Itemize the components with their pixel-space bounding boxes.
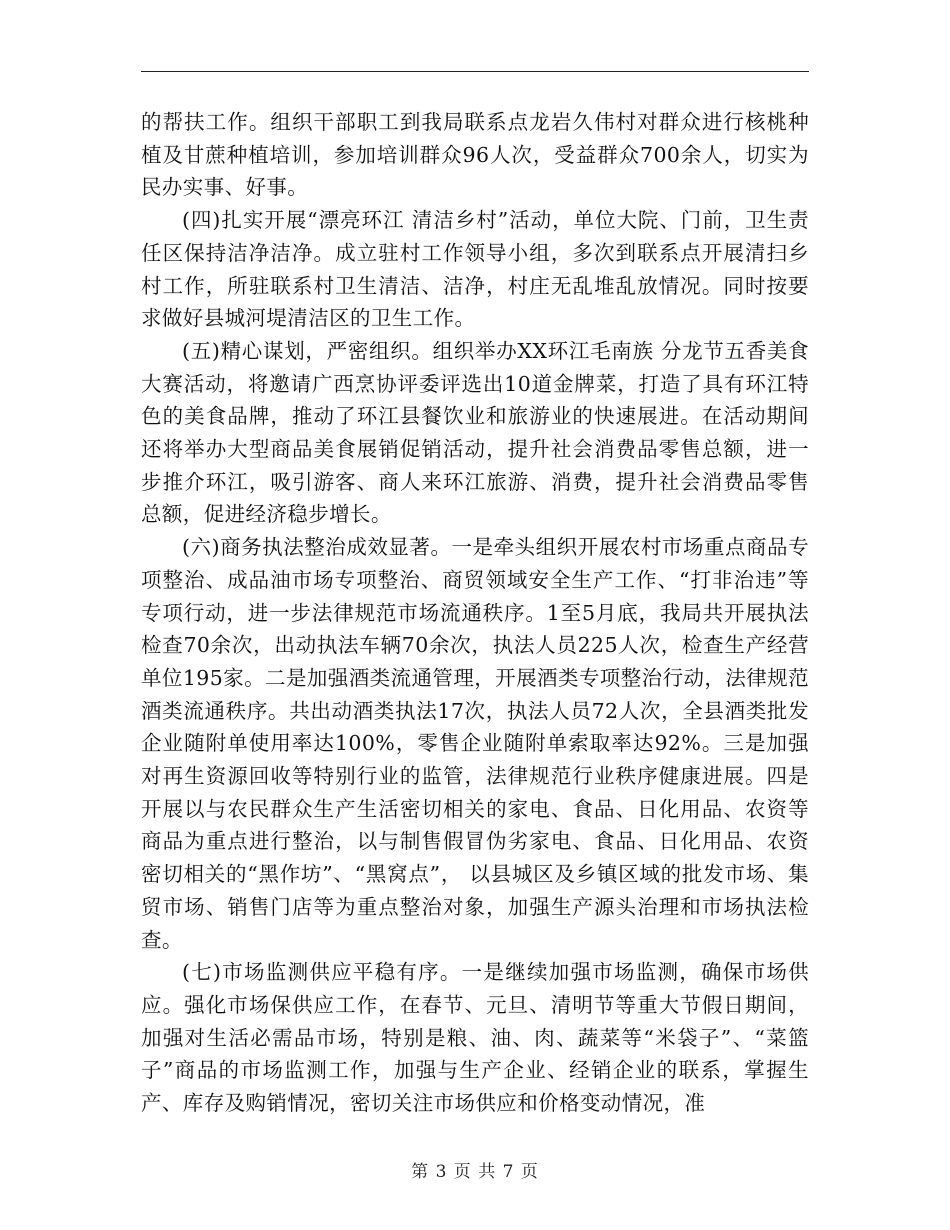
page-number-footer: 第 3 页 共 7 页 [411,1162,539,1182]
paragraph-section-6: (六)商务执法整治成效显著。一是牵头组织开展农村市场重点商品专项整治、成品油市场专项整治、商贸领域安全生产工作、“打非治违”等专项行动，进一步法律规范市场流通秩序。1至5月底，我局共开展执法检查70余次，出动执法车辆70余次，执法人员225人次，检查生产经营单位195家。二是加强酒类流通管理，开展酒类专项整治行动，法律规范酒类流通秩序。共出动酒类执法17次，执法人员72人次，全县酒类批发企业随附单使用率达100%，零售企业随附单索取率达92%。三是加强对再生资源回收等特别行业的监管，法律规范行业秩序健康进展。四是开展以与农民群众生产生活密切相关的家电、食品、日化用品、农资等商品为重点进行整治，以与制售假冒伪劣家电、食品、日化用品、农资密切相关的“黑作坊”、“黑窝点”， 以县城区及乡镇区域的批发市场、集贸市场、销售门店等为重点整治对象，加强生产源头治理和市场执法检查。 [141,535,809,952]
document-body [141,106,809,1120]
paragraph-section-7: (七)市场监测供应平稳有序。一是继续加强市场监测，确保市场供应。强化市场保供应工作，在春节、元旦、清明节等重大节假日期间，加强对生活必需品市场，特别是粮、油、肉、蔬菜等“米袋子”、“菜篮子”商品的市场监测工作，加强与生产企业、经销企业的联系，掌握生产、库存及购销情况，密切关注市场供应和价格变动情况，准 [141,960,809,1116]
paragraph-section-5: (五)精心谋划，严密组织。组织举办XX环江毛南族 分龙节五香美食大赛活动，将邀请广西烹协评委评选出10道金牌菜，打造了具有环江特色的美食品牌，推动了环江县餐饮业和旅游业的快速展进。在活动期间还将举办大型商品美食展销促销活动，提升社会消费品零售总额，进一步推介环江，吸引游客、商人来环江旅游、消费，提升社会消费品零售总额，促进经济稳步增长。 [141,338,809,527]
paragraph-section-4: (四)扎实开展“漂亮环江 清洁乡村”活动，单位大院、门前，卫生责任区保持洁净洁净。成立驻村工作领导小组，多次到联系点开展清扫乡村工作，所驻联系村卫生清洁、洁净，村庄无乱堆乱放情况。同时按要求做好县城河堤清洁区的卫生工作。 [141,208,809,331]
header-rule [141,71,809,72]
paragraph-continuation: 的帮扶工作。组织干部职工到我局联系点龙岩久伟村对群众进行核桃种植及甘蔗种植培训，参加培训群众96人次，受益群众700余人，切实为民办实事、好事。 [141,110,809,200]
